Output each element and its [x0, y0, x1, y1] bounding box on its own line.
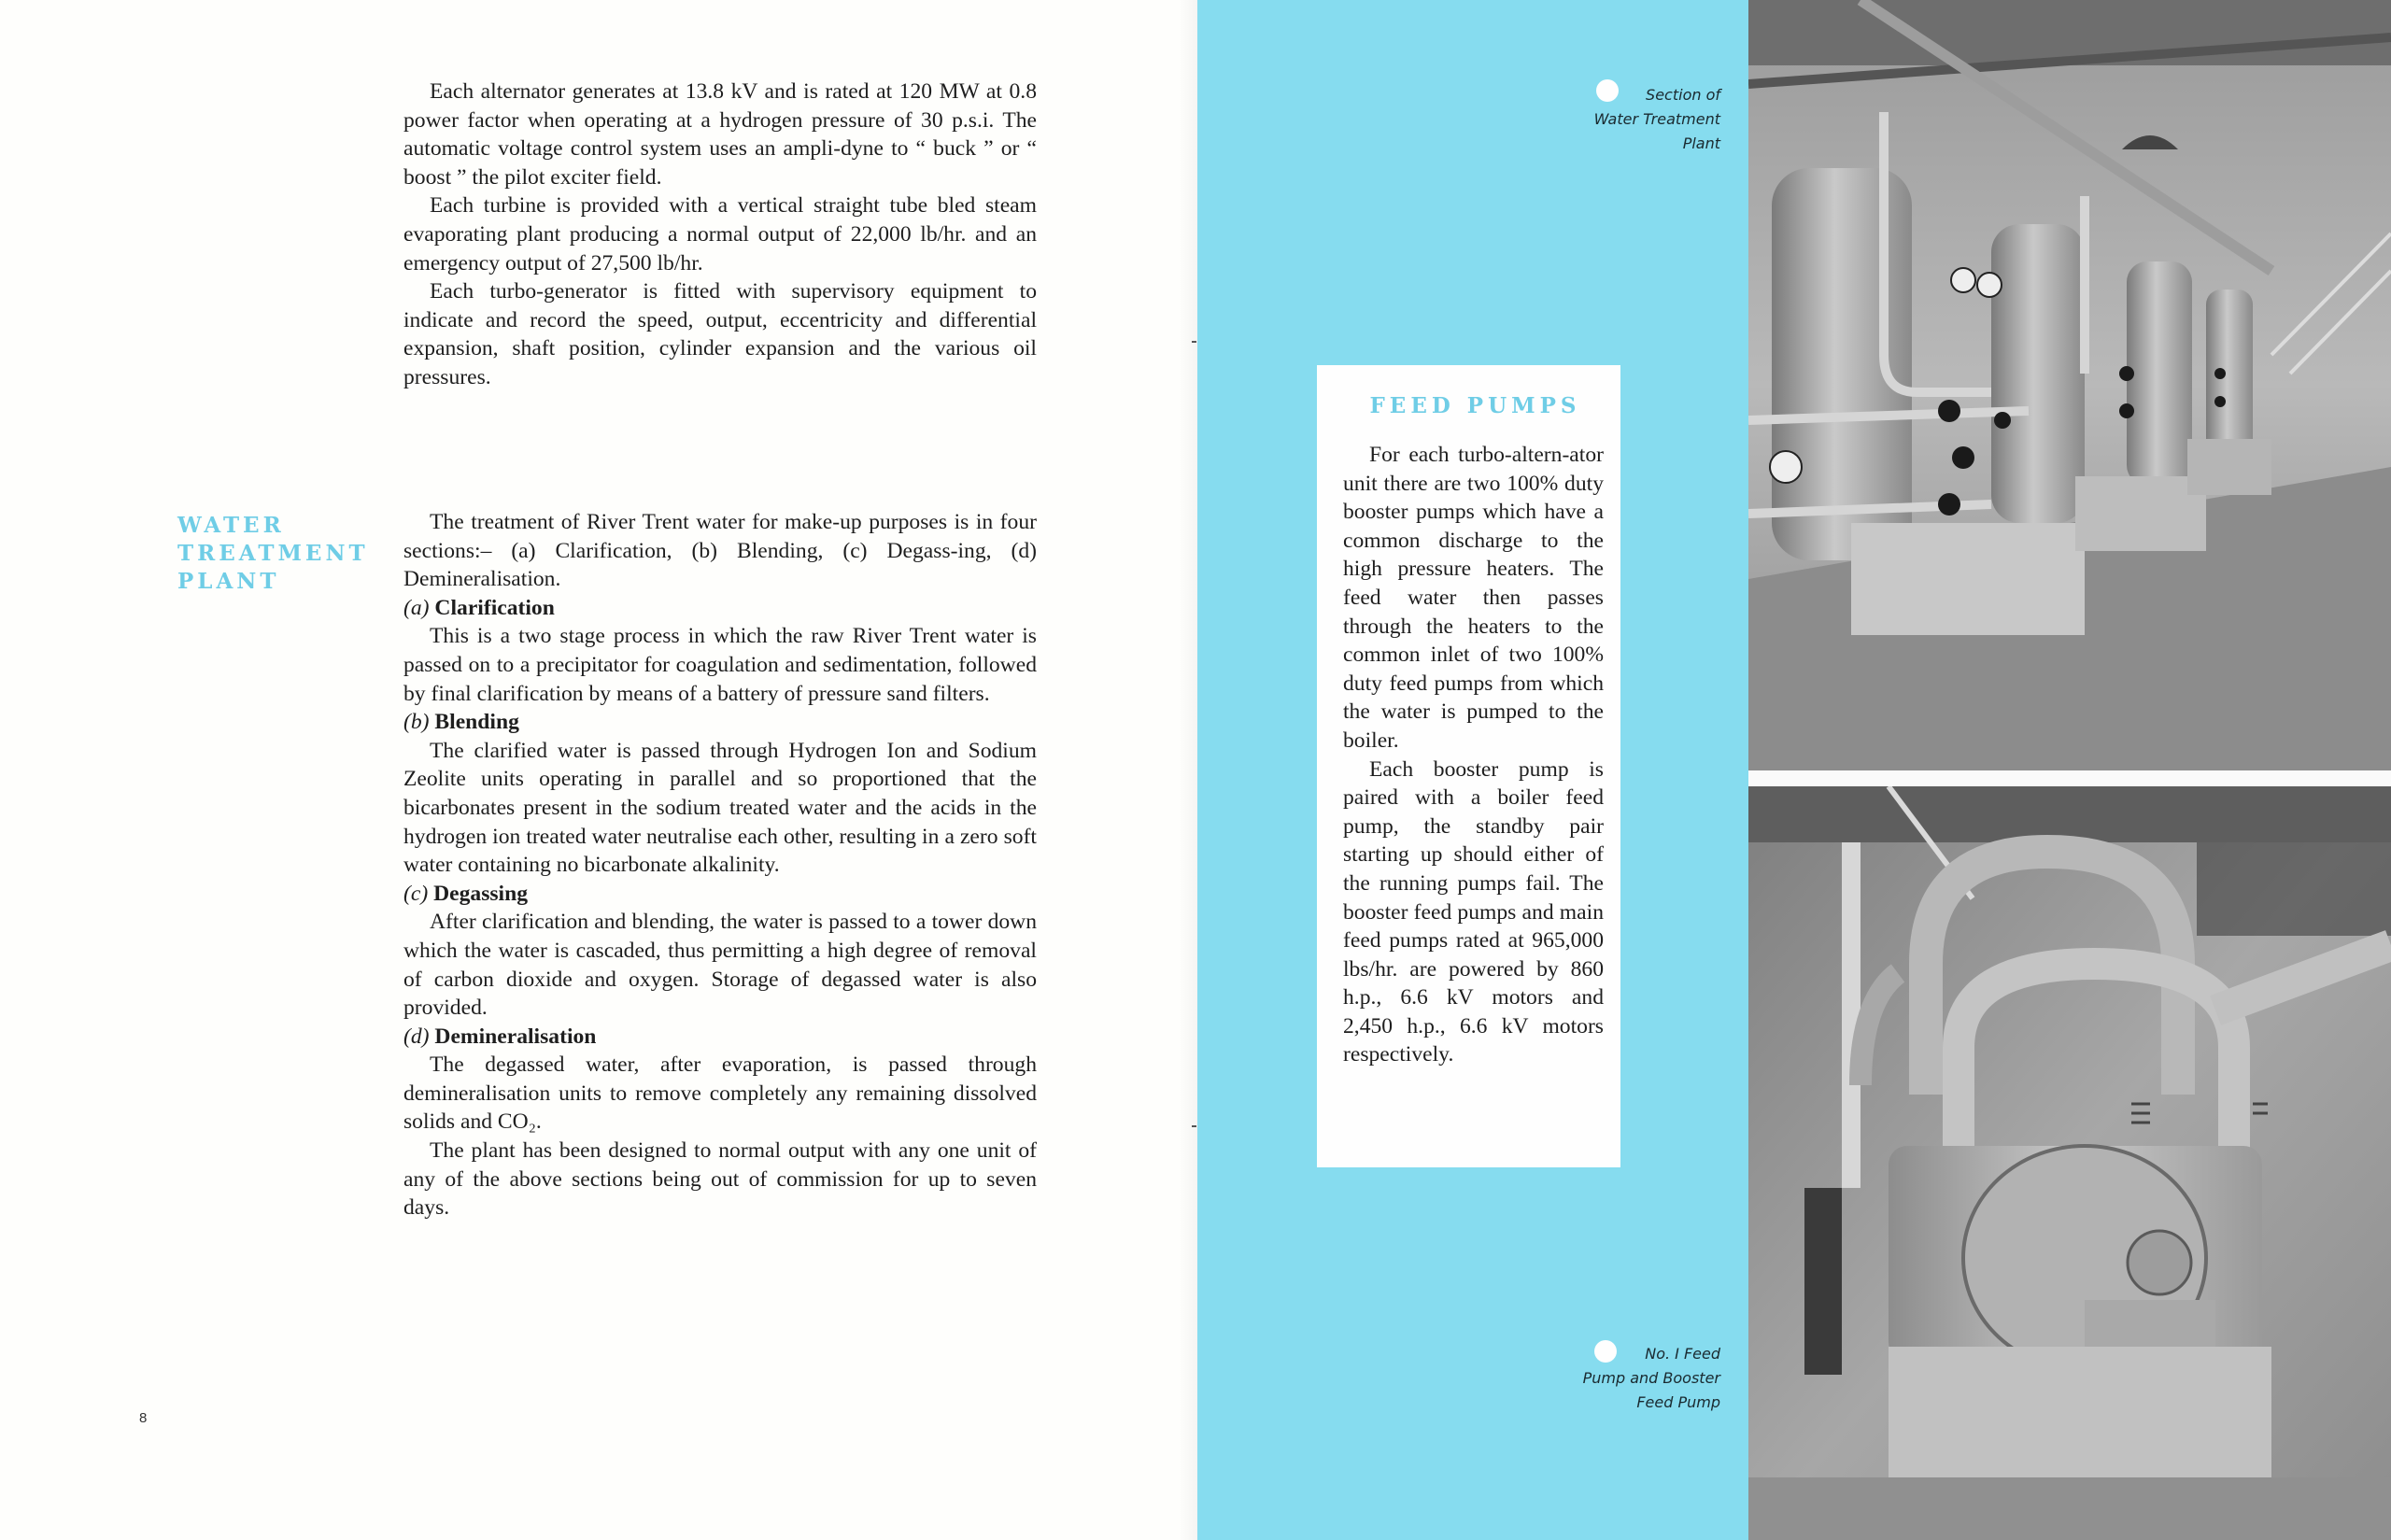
photo-water-treatment-plant — [1748, 0, 2391, 770]
paragraph-turbine: Each turbine is provided with a vertical straight tube bled steam evaporating plant producing a normal output of 22,000 lb/hr. and an emergency output of 27,500 lb/hr. — [403, 193, 1037, 276]
paragraph-supervisory: Each turbo-generator is fitted with supervisory equipment to indicate and record the speed, output, eccentricity and differential expansion, shaft position, cylinder expansion and the various oil pressures. — [403, 279, 1037, 389]
paragraph-demineralisation: The degassed water, after evaporation, is passed through demineralisation units to remove completely any remaining dissolved solids and CO₂. — [403, 1053, 1037, 1135]
photo-feed-pump — [1748, 786, 2391, 1540]
feed-pumps-text — [1343, 441, 1604, 1069]
heading-line: PLANT — [177, 569, 280, 594]
water-treatment-text-column — [403, 508, 1037, 1222]
photo-divider — [1748, 770, 2391, 786]
feed-pumps-title: FEED PUMPS — [1369, 393, 1581, 418]
print-mark — [1192, 341, 1196, 343]
caption-water-treatment: Section of Water Treatment Plant — [1593, 86, 1720, 152]
subheading-degassing: (c) Degassing — [403, 881, 529, 906]
water-treatment-illustration — [1748, 0, 2391, 770]
heading-line: TREATMENT — [177, 541, 369, 566]
feed-pumps-paragraph: For each turbo-altern-ator unit there are two 100% duty booster pumps which have a common discharge to the high pressure heaters. The feed water then passes through the heaters to the common inlet of two 100% duty feed pumps from which the water is pumped to the boiler. — [1343, 443, 1604, 753]
paragraph-degassing: After clarification and blending, the water is passed to a tower down which the water is cascaded, thus permitting a high degree of removal of carbon dioxide and oxygen. Storage of degassed water is also provided. — [403, 910, 1037, 1021]
water-treatment-intro: The treatment of River Trent water for make-up purposes is in four sections:– (a) Clarification, (b) Blending, (c) Degass-ing, (d) Demineralisation. — [403, 510, 1037, 592]
page-number: 8 — [139, 1410, 148, 1426]
feed-pumps-paragraph: Each booster pump is paired with a boiler feed pump, the standby pair starting up should either of the running pumps fail. The booster feed pumps and main feed pumps rated at 965,000 lbs/hr. are powered by 860 h.p., 6.6 kV motors and 2,450 h.p., 6.6 kV motors respectively. — [1343, 756, 1604, 1067]
subheading-blending: (b) Blending — [403, 710, 519, 735]
feed-pumps-box — [1317, 365, 1620, 1167]
heading-line: WATER — [177, 513, 285, 538]
subheading-clarification: (a) Clarification — [403, 595, 555, 620]
water-treatment-heading — [177, 512, 369, 596]
paragraph-closing: The plant has been designed to normal output with any one unit of any of the above sections being out of commission for up to seven days. — [403, 1138, 1037, 1221]
gutter-shadow — [1179, 0, 1197, 1540]
print-mark — [1192, 1125, 1196, 1127]
feed-pump-illustration — [1748, 786, 2391, 1540]
paragraph-clarification: This is a two stage process in which the raw River Trent water is passed on to a precipitator for coagulation and sedimentation, followed by final clarification by means of a battery of pressure sand filters. — [403, 624, 1037, 706]
subheading-demineralisation: (d) Demineralisation — [403, 1024, 597, 1049]
paragraph-alternator: Each alternator generates at 13.8 kV and is rated at 120 MW at 0.8 power factor when operating at a hydrogen pressure of 30 p.s.i. The automatic voltage control system uses an ampli-dyne to “ buck ” or “ boost ” the pilot exciter field. — [403, 79, 1037, 190]
paragraph-blending: The clarified water is passed through Hydrogen Ion and Sodium Zeolite units operating in parallel and so proportioned that the bicarbonates present in the sodium treated water and the acids in the hydrogen ion treated water neutralise each other, resulting in a zero soft water containing no bicarbonate alkalinity. — [403, 738, 1037, 878]
caption-feed-pump: No. I Feed Pump and Booster Feed Pump — [1582, 1345, 1720, 1411]
alternator-text-column — [403, 78, 1037, 392]
